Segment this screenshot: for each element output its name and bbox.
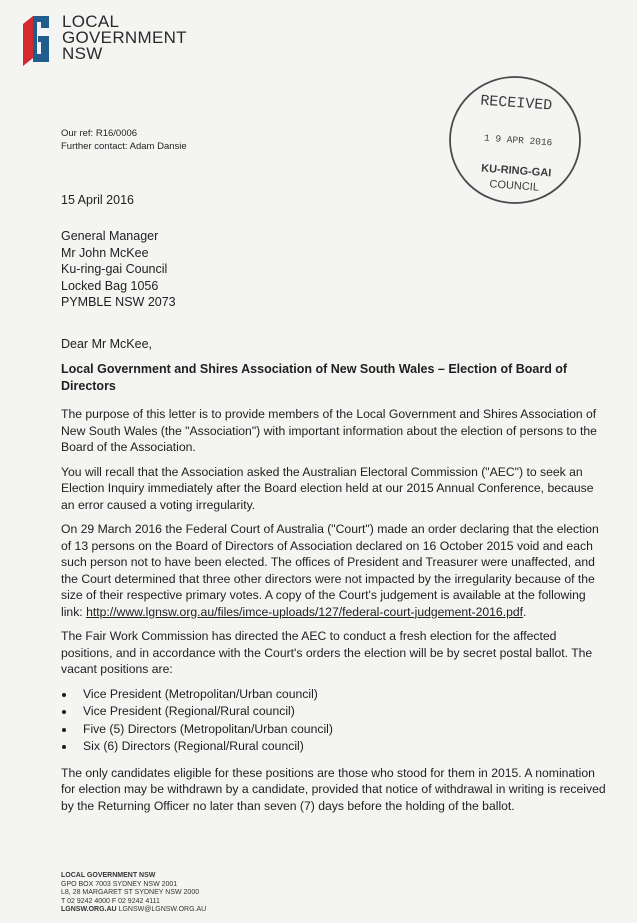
list-item: Six (6) Directors (Regional/Rural council) — [61, 738, 606, 756]
court-order-text: On 29 March 2016 the Federal Court of Australia ("Court") made an order declaring that the election of 13 persons on the Board of Directors of Association declared on 16 October 2015 void and each such person not to have been elected. The offices of President and Treasurer were unaffected, and the Court determined that three other directors were not impacted by the irregularity because of the size of their respective primary votes. A copy of the Court's judgement is available at the following link: — [61, 522, 599, 619]
footer-org: LOCAL GOVERNMENT NSW — [61, 872, 156, 879]
logo-line-local: LOCAL — [62, 12, 120, 31]
further-contact: Further contact: Adam Dansie — [61, 141, 187, 152]
paragraph-eligibility: The only candidates eligible for these positions are those who stood for them in 2015. A nomination for election may be withdrawn by a candidate, provided that notice of withdrawal in writing is received by the Returning Officer no later than seven (7) days before the holding of the ballot. — [61, 765, 606, 813]
vacant-positions-list — [61, 686, 606, 756]
paragraph-purpose: The purpose of this letter is to provide members of the Local Government and Shires Association of New South Wales (the "Association") with important information about the election of persons to the Board of the Association. — [61, 407, 597, 454]
salutation: Dear Mr McKee, — [61, 337, 152, 351]
address-line-name: Mr John McKee — [61, 245, 149, 260]
footer-email[interactable]: LGNSW@LGNSW.ORG.AU — [118, 906, 207, 914]
reference-block — [61, 127, 187, 153]
address-line-suburb: PYMBLE NSW 2073 — [61, 295, 176, 309]
paragraph-fair-work: The Fair Work Commission has directed the AEC to conduct a fresh election for the affected positions, and in accordance with the Court's orders the election will be by secret postal ballot. The vacant positions are: — [61, 629, 593, 676]
footer-website[interactable]: LGNSW.ORG.AU — [61, 906, 117, 914]
stamp-council-line1: KU-RING-GAI — [480, 162, 552, 180]
paragraph-court-order — [61, 521, 606, 620]
footer-web-email — [61, 906, 206, 915]
footer-phone: T 02 9242 4000 F 02 9242 4111 — [61, 897, 160, 905]
footer-postal: GPO BOX 7003 SYDNEY NSW 2001 — [61, 880, 178, 888]
judgement-link[interactable]: http://www.lgnsw.org.au/files/imce-uploads/127/federal-court-judgement-2016.pdf — [86, 604, 524, 619]
our-reference: Our ref: R16/0006 — [61, 128, 138, 139]
list-item: Five (5) Directors (Metropolitan/Urban council) — [61, 721, 606, 739]
received-stamp — [446, 73, 584, 208]
footer-contact — [61, 872, 206, 915]
logo-line-government: GOVERNMENT — [62, 28, 187, 47]
address-line-title: General Manager — [61, 229, 159, 243]
stamp-received-text: RECEIVED — [479, 92, 553, 115]
list-item: Vice President (Regional/Rural council) — [61, 703, 606, 721]
footer-street: L8, 28 MARGARET ST SYDNEY NSW 2000 — [61, 889, 200, 897]
paragraph-aec-inquiry: You will recall that the Association asked the Australian Electoral Commission ("AEC") to seek an Election Inquiry immediately after the Board election held at our 2015 Annual Conference, because an error caused a voting irregularity. — [61, 464, 594, 512]
lgnsw-logo-mark-icon — [21, 14, 51, 66]
stamp-council-line2: COUNCIL — [489, 178, 540, 194]
logo-wordmark — [62, 14, 262, 62]
stamp-date-text: 1 9 APR 2016 — [483, 132, 553, 149]
letter-date: 15 April 2016 — [61, 193, 134, 207]
list-item: Vice President (Metropolitan/Urban council) — [61, 686, 606, 704]
logo-line-nsw: NSW — [62, 44, 103, 63]
court-order-end: . — [523, 604, 527, 619]
address-line-organisation: Ku-ring-gai Council — [61, 262, 168, 276]
address-line-postal: Locked Bag 1056 — [61, 278, 159, 293]
subject-heading: Local Government and Shires Association of New South Wales – Election of Board of Directors — [61, 362, 568, 393]
recipient-address — [61, 228, 176, 311]
letter-body — [61, 406, 606, 822]
